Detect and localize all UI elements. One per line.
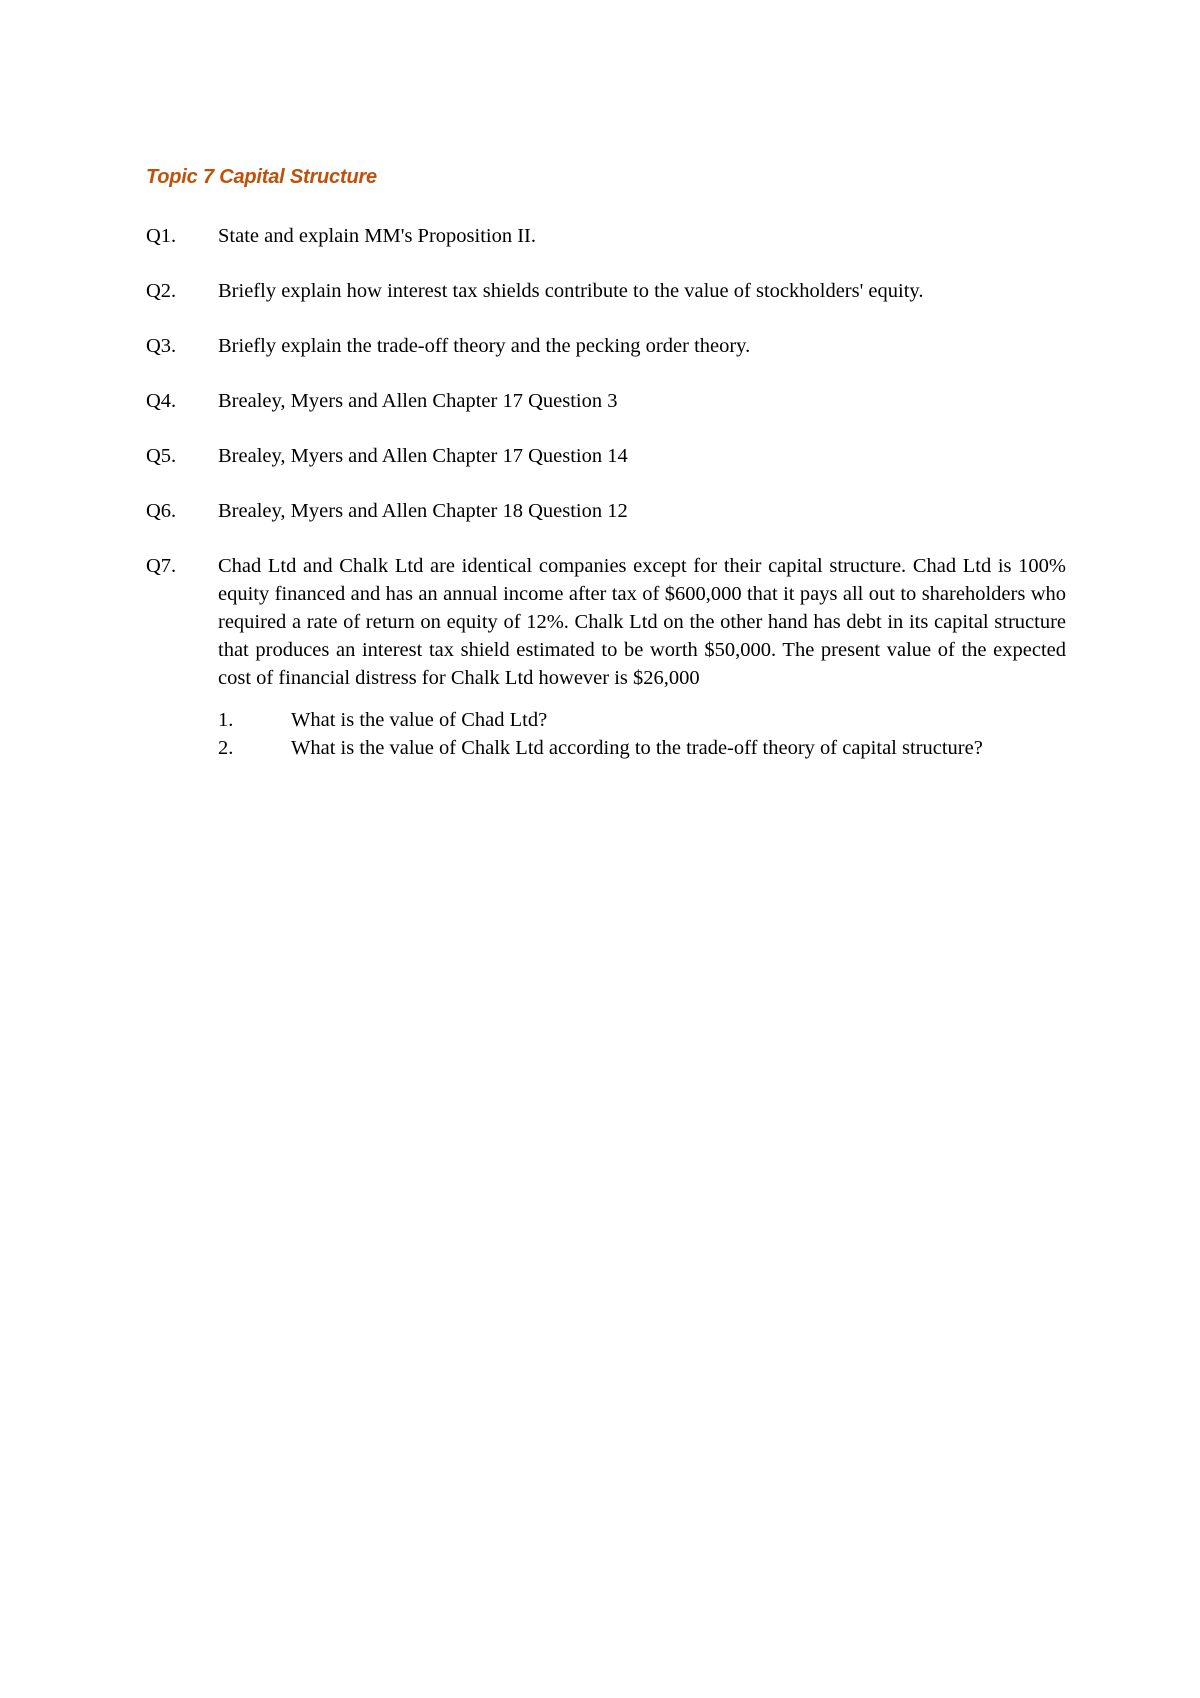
question-number: Q1. <box>146 225 177 247</box>
question-number: Q6. <box>146 500 177 522</box>
question-text: Brealey, Myers and Allen Chapter 17 Question 3 <box>218 390 618 412</box>
question-text: Chad Ltd and Chalk Ltd are identical companies except for their capital structure. Chad Ltd is 100% equity financed and has an annual income after tax of $600,000 that it pays all out to shareholders who required a rate of return on equity of 12%. Chalk Ltd on the other hand has debt in its capital structure that produces an interest tax shield estimated to be worth $50,000. The present value of the expected cost of financial distress for Chalk Ltd however is $26,000 <box>218 555 1066 689</box>
question-text: Briefly explain the trade-off theory and the pecking order theory. <box>218 335 751 357</box>
question-number: Q5. <box>146 445 177 467</box>
subquestion-number: 1. <box>218 709 234 731</box>
question-number: Q3. <box>146 335 177 357</box>
question-number: Q7. <box>146 555 177 577</box>
question-item <box>146 497 1066 525</box>
question-number: Q4. <box>146 390 177 412</box>
question-item <box>146 222 1066 250</box>
question-list <box>146 222 1066 789</box>
question-text: Briefly explain how interest tax shields contribute to the value of stockholders' equity. <box>218 280 924 302</box>
question-text: Brealey, Myers and Allen Chapter 18 Question 12 <box>218 500 628 522</box>
subquestion-item <box>218 734 1066 762</box>
subquestion-list <box>218 706 1066 762</box>
question-item <box>146 552 1066 762</box>
subquestion-number: 2. <box>218 737 234 759</box>
document-title: Topic 7 Capital Structure <box>146 166 377 188</box>
question-item <box>146 387 1066 415</box>
subquestion-item <box>218 706 1066 734</box>
question-item <box>146 332 1066 360</box>
question-item <box>146 442 1066 470</box>
subquestion-text: What is the value of Chalk Ltd according to the trade-off theory of capital structure? <box>291 737 983 759</box>
question-number: Q2. <box>146 280 177 302</box>
question-item <box>146 277 1066 305</box>
question-text: Brealey, Myers and Allen Chapter 17 Question 14 <box>218 445 628 467</box>
subquestion-text: What is the value of Chad Ltd? <box>291 709 548 731</box>
question-text: State and explain MM's Proposition II. <box>218 225 537 247</box>
